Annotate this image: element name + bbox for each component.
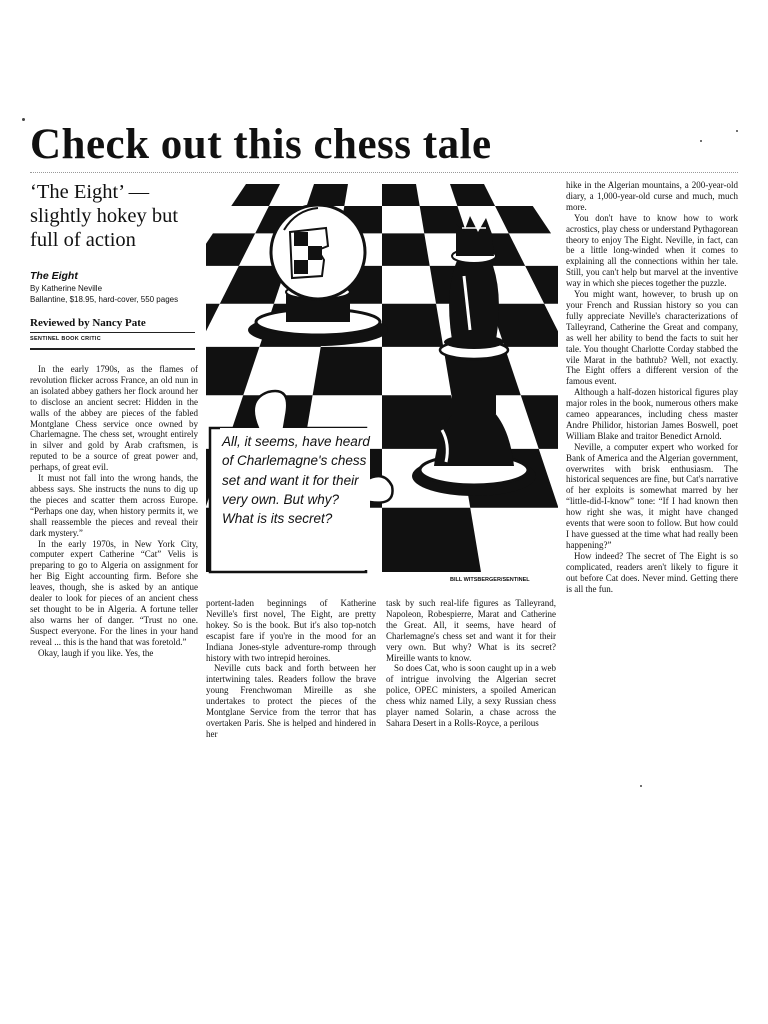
- book-title: The Eight: [30, 270, 78, 282]
- paragraph: Okay, laugh if you like. Yes, the: [38, 647, 154, 658]
- board-square: [382, 508, 481, 572]
- paragraph: In the early 1970s, in New York City, computer expert Catherine “Cat” Velis is preparing to go to Algeria on assignment for her Big Eight accounting firm. Before she leaves, though, she is asked by an antique dealer to look for pieces of an ancient chess set thought to be in Algeria. A fortune teller also warns her of danger. “Trust no one. Suspect everyone. For the lines in your hand reveal ... this is the hand that was foretold.”: [30, 538, 198, 647]
- paragraph: task by such real-life figures as Talleyrand, Napoleon, Robespierre, Marat and Catherine the Great. All, it seems, have heard of Charlemagne's chess set and want it for their very own. But why? What is its secret? Mireille wants to know.: [386, 598, 556, 663]
- paragraph: You don't have to know how to work acrostics, play chess or understand Pythagorean theory to enjoy The Eight. Neville, in fact, can be a little long-winded when it comes to explaining all the connections within her tale. Still, you can't help but marvel at the inventive way in which she pieces together the puzzle.: [566, 212, 738, 289]
- board-square: [313, 347, 382, 395]
- photocopy-speck: [22, 118, 25, 121]
- text-column-3: [386, 598, 556, 729]
- paragraph: Neville, a computer expert who worked for Bank of America and the Algerian government, overwrites with brisk enthusiasm. The historical sequences are fine, but Cat's narrative of her exploits is somewhat marred by her “little-did-I-know” tone: “If I had known then how right she was, it might have changed events that were soon to follow. But how could I have guessed at the time what had really been happening?”: [566, 441, 738, 550]
- reviewer-title: SENTINEL BOOK CRITIC: [30, 336, 101, 342]
- paragraph: It must not fall into the wrong hands, the abbess says. She instructs the nuns to dig up the pieces and scatter them across Europe. “Perhaps one day, when history permits it, we shall reassemble the pieces and reveal their dark mystery.”: [30, 473, 198, 538]
- photocopy-speck: [736, 130, 738, 132]
- photocopy-speck: [700, 140, 702, 142]
- board-square: [382, 233, 430, 266]
- illustration-credit: BILL WITSBERGER/SENTINEL: [450, 577, 530, 583]
- paragraph: In the early 1790s, as the flames of revolution flicker across France, an old nun in an isolated abbey gathers her flock around her to disclose an ancient secret: Hidden in the walls of the abbey are pieces of the fabled Montglane Chess service once owned by Charlemagne. The chess set, wrought entirely in silver and gold by Arab craftsmen, is reputed to be a source of great power and, perhaps, of great evil.: [30, 364, 198, 473]
- paragraph: You might want, however, to brush up on your French and Russian history so you can fully appreciate Neville's characterizations of Talleyrand, Catherine the Great and company, as well her ability to bend the facts to suit her tale. You thought Charlotte Corday stabbed the vile Marat in the bathtub? Well, not exactly. The Eight offers a different version of the famous event.: [566, 289, 738, 387]
- headline: Check out this chess tale: [30, 121, 492, 168]
- reviewer-byline: Reviewed by Nancy Pate: [30, 317, 146, 329]
- paragraph: Neville cuts back and forth between her intertwining tales. Readers follow the brave young Frenchwoman Mireille as she undertakes to protect the pieces of the Montglane Service from the terror that has overtaken Paris. She is helped and hindered in her: [206, 663, 376, 739]
- paragraph: So does Cat, who is soon caught up in a web of intrigue involving the Algerian secret police, OPEC ministers, a spoiled American chess whiz named Lily, a sexy Russian chess player named Solarin, a chase across the Sahara Desert in a Rolls-Royce, a perilous: [386, 663, 556, 728]
- photocopy-speck: [640, 785, 642, 787]
- board-square: [382, 304, 443, 347]
- text-column-1: [30, 364, 198, 658]
- deck-subheadline: ‘The Eight’ — slightly hokey but full of action: [30, 181, 179, 251]
- headline-rule: [30, 172, 738, 173]
- text-column-2: [206, 598, 376, 740]
- paragraph: How indeed? The secret of The Eight is so complicated, readers aren't likely to figure it out before Cat does. Never mind. Getting there is all the fun.: [566, 550, 738, 594]
- board-square: [382, 184, 420, 206]
- text-column-4: [566, 180, 738, 594]
- book-publisher: Ballantine, $18.95, hard-cover, 550 pages: [30, 295, 179, 304]
- byline-rule: [30, 332, 195, 333]
- byline-thick-rule: [30, 348, 195, 350]
- book-author: By Katherine Neville: [30, 284, 103, 293]
- book-info: [30, 270, 202, 305]
- paragraph: hike in the Algerian mountains, a 200-year-old diary, a 1,000-year-old curse and much, much more.: [566, 180, 738, 212]
- illustration-caption: All, it seems, have heard of Charlemagne's chess set and want it for their very own. But why? What is its secret?: [222, 434, 370, 527]
- paragraph: Although a half-dozen historical figures play major roles in the book, numerous others make cameo appearances, including chess master Andre Philidor, historian James Boswell, poet William Blake and traitor Benedict Arnold.: [566, 387, 738, 441]
- paragraph: portent-laden beginnings of Katherine Neville's first novel, The Eight, are pretty hokey. So is the book. But it's also top-notch escapist fare if you're in the mood for an Indiana Jones-style adventure-romp through history with two intrepid heroines.: [206, 598, 376, 663]
